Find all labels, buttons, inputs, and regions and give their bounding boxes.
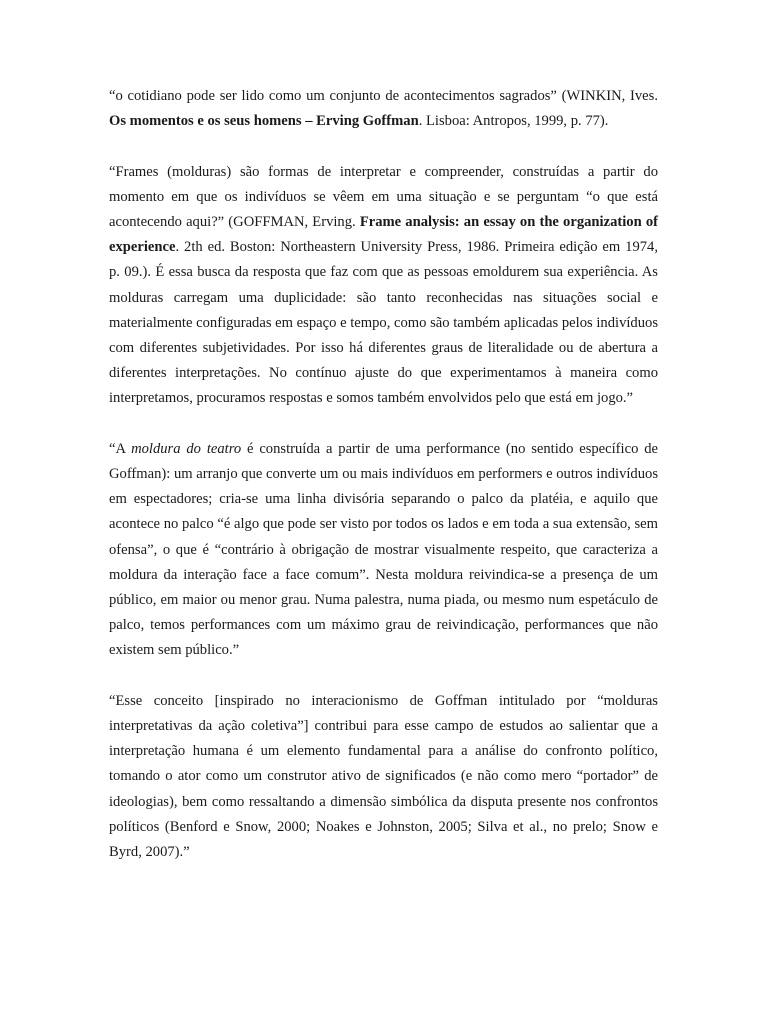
quote-paragraph-2 (109, 160, 658, 412)
quote-paragraph-3 (109, 437, 658, 664)
quote-paragraph-4 (109, 689, 658, 865)
text-segment: “o cotidiano pode ser lido como um conjunto de acontecimentos sagrados” (WINKIN, Ives. (109, 88, 658, 104)
emphasized-term: moldura do teatro (131, 440, 242, 457)
text-segment: . 2th ed. Boston: Northeastern University Press, 1986. Primeira edição em 1974, p. 09.). É essa busca da resposta que faz com que as pessoas emoldurem sua experiência. As molduras carregam uma duplicidade: são tanto reconhecidas nas situações social e materialmente configuradas em espaço e tempo, como são também aplicadas pelos indivíduos com diferentes subjetividades. Por isso há diferentes graus de literalidade ou de abertura a diferentes interpretações. No contínuo ajuste do que experimentamos à maneira como interpretamos, procuramos respostas e somos também envolvidos pelo que está em jogo.” (109, 239, 658, 407)
document-page (109, 84, 658, 890)
book-title: Os momentos e os seus homens – Erving Goffman (109, 113, 419, 130)
text-segment: é construída a partir de uma performance (no sentido específico de Goffman): um arranjo que converte um ou mais indivíduos em performers e outros indivíduos em espectadores; cria-se uma linha divisória separando o palco da platéia, e aquilo que acontece no palco “é algo que pode ser visto por todos os lados e em toda a sua extensão, sem ofensa”, o que é “contrário à obrigação de mostrar visualmente respeito, que caracteriza a moldura da interação face a face comum”. Nesta moldura reivindica-se a presença de um público, em maior ou menor grau. Numa palestra, numa piada, ou mesmo num espetáculo de palco, temos performances com um máximo grau de reivindicação, performances que não existem sem público.” (109, 440, 658, 659)
text-segment: . Lisboa: Antropos, 1999, p. 77). (418, 113, 609, 130)
text-segment: “Frames (molduras) são formas de interpretar e compreender, construídas a partir do momento em que os indivíduos se vêem em uma situação e se perguntam “o que está acontecendo aqui?” (GOFFMAN, Erving. (109, 163, 658, 230)
text-segment: “A (109, 440, 132, 457)
book-title: Frame analysis: an essay on the organization of experience (109, 214, 658, 256)
quote-paragraph-1 (109, 84, 658, 134)
text-segment: “Esse conceito [inspirado no interacionismo de Goffman intitulado por “molduras interpretativas da ação coletiva”] contribui para esse campo de estudos ao salientar que a interpretação humana é um elemento fundamental para a análise do confronto político, tomando o ator como um construtor ativo de significados (e não como mero “portador” de ideologias), bem como ressaltando a dimensão simbólica da disputa presente nos confrontos políticos (Benford e Snow, 2000; Noakes e Johnston, 2005; Silva et al., no prelo; Snow e Byrd, 2007).” (109, 692, 658, 861)
